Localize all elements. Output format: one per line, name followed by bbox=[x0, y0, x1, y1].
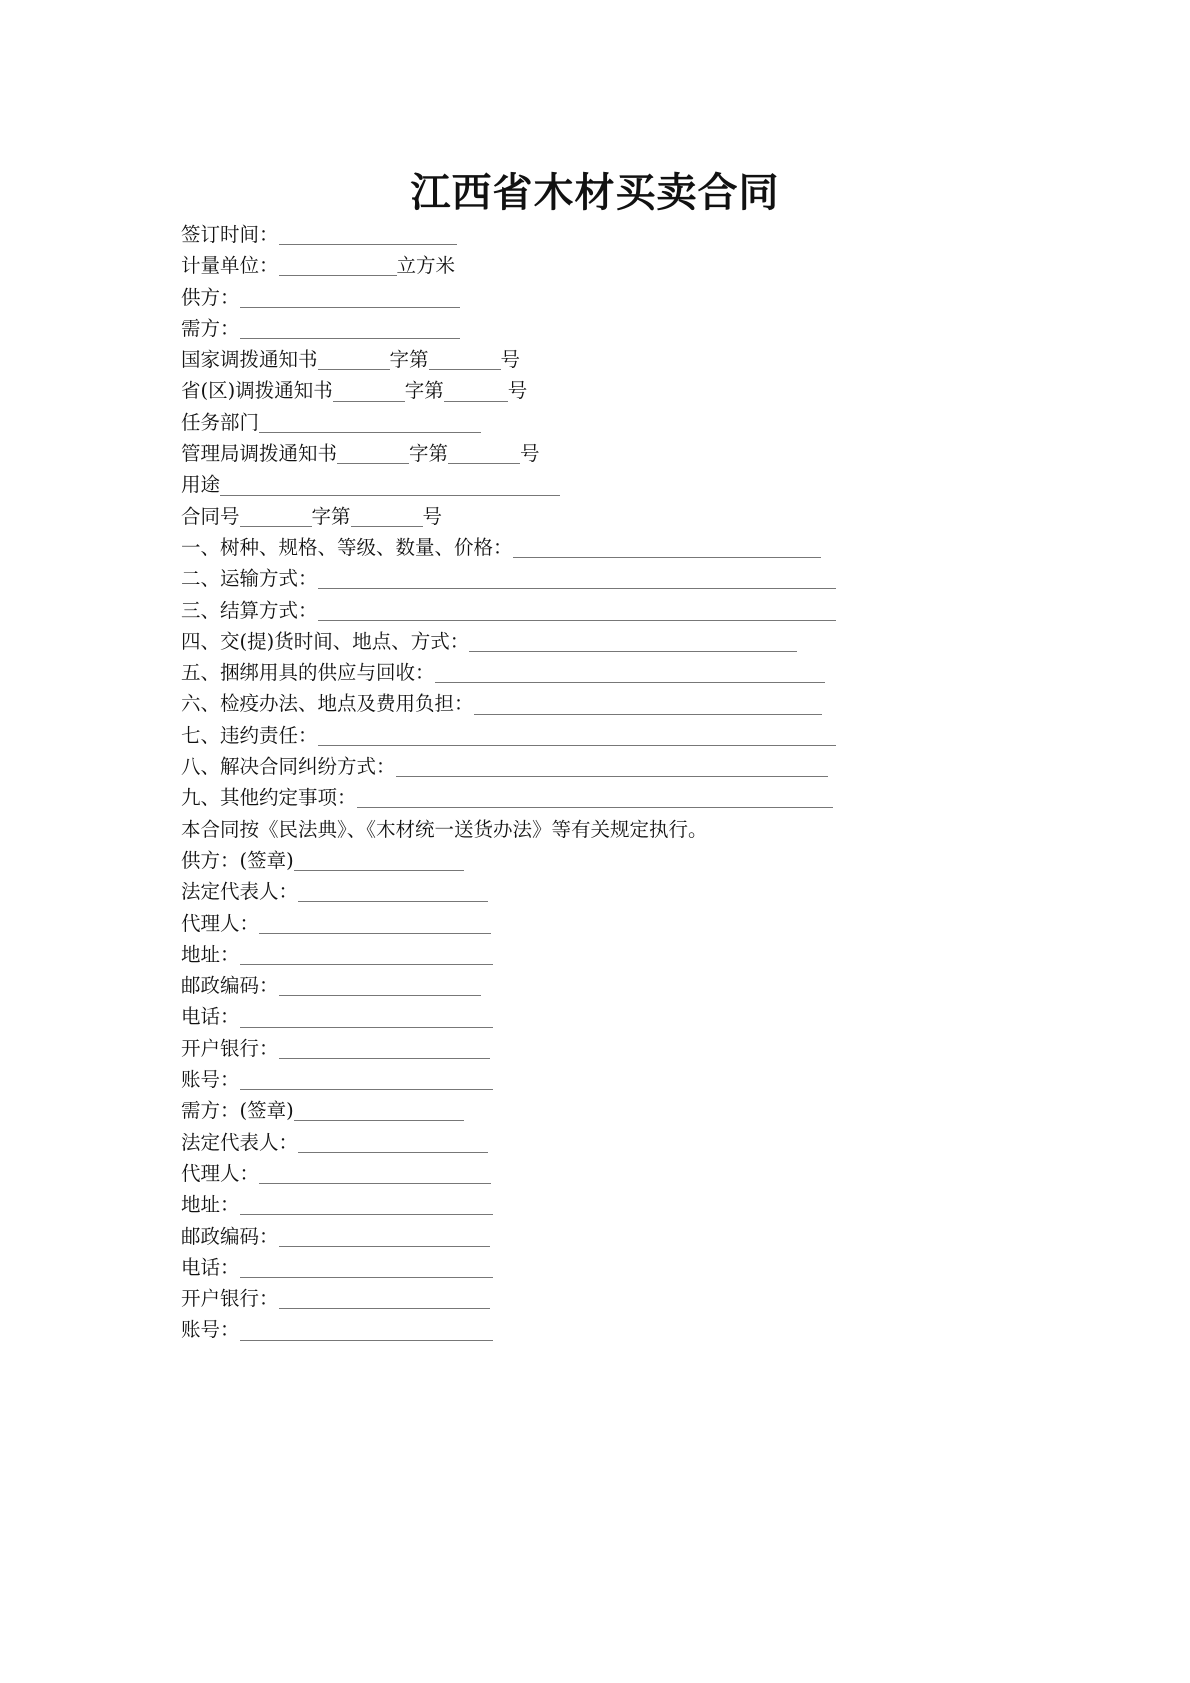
field-sign-date bbox=[181, 219, 881, 250]
fill-in-blank[interactable] bbox=[318, 351, 390, 370]
fill-in-blank[interactable] bbox=[318, 602, 836, 621]
field-label: 账号： bbox=[181, 1068, 240, 1092]
field-label: 地址： bbox=[181, 1193, 240, 1217]
field-usage bbox=[181, 469, 881, 500]
field-label: 地址： bbox=[181, 942, 240, 966]
fill-in-blank[interactable] bbox=[444, 383, 508, 402]
fill-in-blank[interactable] bbox=[279, 226, 457, 245]
field-label: 立方米 bbox=[396, 254, 456, 278]
field-supplier-rep bbox=[181, 876, 881, 907]
field-task-dept bbox=[181, 407, 881, 438]
field-supplier-account bbox=[181, 1064, 881, 1095]
fill-in-blank[interactable] bbox=[357, 789, 833, 808]
field-label: 代理人： bbox=[181, 1161, 260, 1185]
fill-in-blank[interactable] bbox=[298, 1134, 488, 1153]
fill-in-blank[interactable] bbox=[429, 351, 501, 370]
field-buyer-rep bbox=[181, 1127, 881, 1158]
field-label: 法定代表人： bbox=[181, 880, 299, 904]
field-unit bbox=[181, 250, 881, 281]
field-label: 代理人： bbox=[181, 911, 260, 935]
field-clause-9 bbox=[181, 782, 881, 813]
field-label: 用途 bbox=[181, 473, 221, 497]
field-label: 一、树种、规格、等级、数量、价格： bbox=[181, 535, 513, 559]
field-label: 字第 bbox=[311, 504, 351, 528]
field-label: 字第 bbox=[404, 379, 444, 403]
field-clause-2 bbox=[181, 563, 881, 594]
field-supplier-bank bbox=[181, 1033, 881, 1064]
field-label: 供方：(签章) bbox=[181, 848, 294, 872]
fill-in-blank[interactable] bbox=[337, 445, 409, 464]
field-label: 邮政编码： bbox=[181, 974, 279, 998]
fill-in-blank[interactable] bbox=[240, 289, 460, 308]
fill-in-blank[interactable] bbox=[294, 1102, 464, 1121]
document-title: 江西省木材买卖合同 bbox=[410, 170, 780, 216]
fill-in-blank[interactable] bbox=[351, 508, 423, 527]
fill-in-blank[interactable] bbox=[279, 1290, 490, 1309]
fill-in-blank[interactable] bbox=[240, 946, 493, 965]
fill-in-blank[interactable] bbox=[396, 758, 828, 777]
field-label: 供方： bbox=[181, 285, 240, 309]
field-label: 号 bbox=[500, 348, 521, 372]
field-clause-4 bbox=[181, 626, 881, 657]
fill-in-blank[interactable] bbox=[240, 320, 460, 339]
field-law-basis bbox=[181, 814, 881, 845]
field-province-notice bbox=[181, 375, 881, 406]
field-supplier-address bbox=[181, 939, 881, 970]
field-supplier bbox=[181, 282, 881, 313]
fill-in-blank[interactable] bbox=[220, 477, 560, 496]
field-label: 需方：(签章) bbox=[181, 1099, 294, 1123]
fill-in-blank[interactable] bbox=[294, 852, 464, 871]
fill-in-blank[interactable] bbox=[279, 1228, 490, 1247]
field-label: 六、检疫办法、地点及费用负担： bbox=[181, 692, 474, 716]
fill-in-blank[interactable] bbox=[259, 414, 481, 433]
field-buyer-postcode bbox=[181, 1221, 881, 1252]
field-label: 号 bbox=[507, 379, 528, 403]
field-label: 任务部门 bbox=[181, 410, 260, 434]
fill-in-blank[interactable] bbox=[279, 1040, 490, 1059]
field-label: 二、运输方式： bbox=[181, 567, 318, 591]
field-buyer-seal bbox=[181, 1095, 881, 1126]
fill-in-blank[interactable] bbox=[333, 383, 405, 402]
field-label: 字第 bbox=[389, 348, 429, 372]
field-label: 号 bbox=[520, 442, 540, 466]
field-label: 三、结算方式： bbox=[181, 598, 318, 622]
field-supplier-seal bbox=[181, 845, 881, 876]
field-bureau-notice bbox=[181, 438, 881, 469]
field-label: 号 bbox=[422, 504, 443, 528]
field-label: 开户银行： bbox=[181, 1287, 279, 1311]
field-buyer-account bbox=[181, 1314, 881, 1345]
field-label: 五、捆绑用具的供应与回收： bbox=[181, 661, 435, 685]
field-buyer-agent bbox=[181, 1158, 881, 1189]
contract-body bbox=[181, 219, 881, 1346]
field-label: 需方： bbox=[181, 316, 240, 340]
field-clause-5 bbox=[181, 657, 881, 688]
fill-in-blank[interactable] bbox=[240, 1322, 493, 1341]
fill-in-blank[interactable] bbox=[318, 727, 836, 746]
fill-in-blank[interactable] bbox=[448, 445, 520, 464]
field-buyer bbox=[181, 313, 881, 344]
fill-in-blank[interactable] bbox=[240, 1071, 493, 1090]
fill-in-blank[interactable] bbox=[259, 915, 491, 934]
field-label: 本合同按《民法典》、《木材统一送货办法》等有关规定执行。 bbox=[181, 817, 708, 841]
field-label: 管理局调拨通知书 bbox=[181, 442, 338, 466]
field-label: 省(区)调拨通知书 bbox=[181, 379, 333, 403]
field-clause-1 bbox=[181, 532, 881, 563]
field-label: 合同号 bbox=[181, 504, 240, 528]
field-label: 账号： bbox=[181, 1318, 240, 1342]
field-buyer-bank bbox=[181, 1283, 881, 1314]
fill-in-blank[interactable] bbox=[279, 977, 321, 996]
field-buyer-phone bbox=[181, 1252, 881, 1283]
field-label: 字第 bbox=[409, 442, 449, 466]
field-clause-7 bbox=[181, 720, 881, 751]
fill-in-blank[interactable] bbox=[298, 883, 488, 902]
field-supplier-agent bbox=[181, 908, 881, 939]
field-label: 签订时间： bbox=[181, 223, 279, 246]
fill-in-blank[interactable] bbox=[469, 633, 797, 652]
fill-in-blank[interactable] bbox=[513, 539, 821, 558]
field-label: 七、违约责任： bbox=[181, 723, 318, 747]
fill-in-blank[interactable] bbox=[318, 570, 836, 589]
fill-in-blank[interactable] bbox=[240, 1009, 493, 1028]
field-buyer-address bbox=[181, 1189, 881, 1220]
field-label: 八、解决合同纠纷方式： bbox=[181, 755, 396, 779]
field-label: 计量单位： bbox=[181, 254, 279, 278]
field-supplier-phone bbox=[181, 1001, 881, 1032]
field-label: 九、其他约定事项： bbox=[181, 786, 357, 810]
fill-in-blank[interactable] bbox=[321, 977, 481, 996]
field-supplier-postcode bbox=[181, 970, 881, 1001]
field-label: 邮政编码： bbox=[181, 1224, 279, 1248]
field-label: 法定代表人： bbox=[181, 1130, 299, 1154]
field-label: 电话： bbox=[181, 1255, 240, 1279]
field-label: 开户银行： bbox=[181, 1036, 279, 1060]
field-national-notice bbox=[181, 344, 881, 375]
field-label: 国家调拨通知书 bbox=[181, 348, 318, 372]
fill-in-blank[interactable] bbox=[435, 664, 825, 683]
field-clause-3 bbox=[181, 595, 881, 626]
field-clause-8 bbox=[181, 751, 881, 782]
fill-in-blank[interactable] bbox=[259, 1165, 491, 1184]
fill-in-blank[interactable] bbox=[279, 257, 397, 276]
fill-in-blank[interactable] bbox=[474, 696, 822, 715]
fill-in-blank[interactable] bbox=[240, 508, 312, 527]
fill-in-blank[interactable] bbox=[240, 1196, 493, 1215]
field-contract-no bbox=[181, 501, 881, 532]
field-label: 四、交(提)货时间、地点、方式： bbox=[181, 629, 470, 653]
field-clause-6 bbox=[181, 688, 881, 719]
fill-in-blank[interactable] bbox=[240, 1259, 493, 1278]
field-label: 电话： bbox=[181, 1005, 240, 1029]
